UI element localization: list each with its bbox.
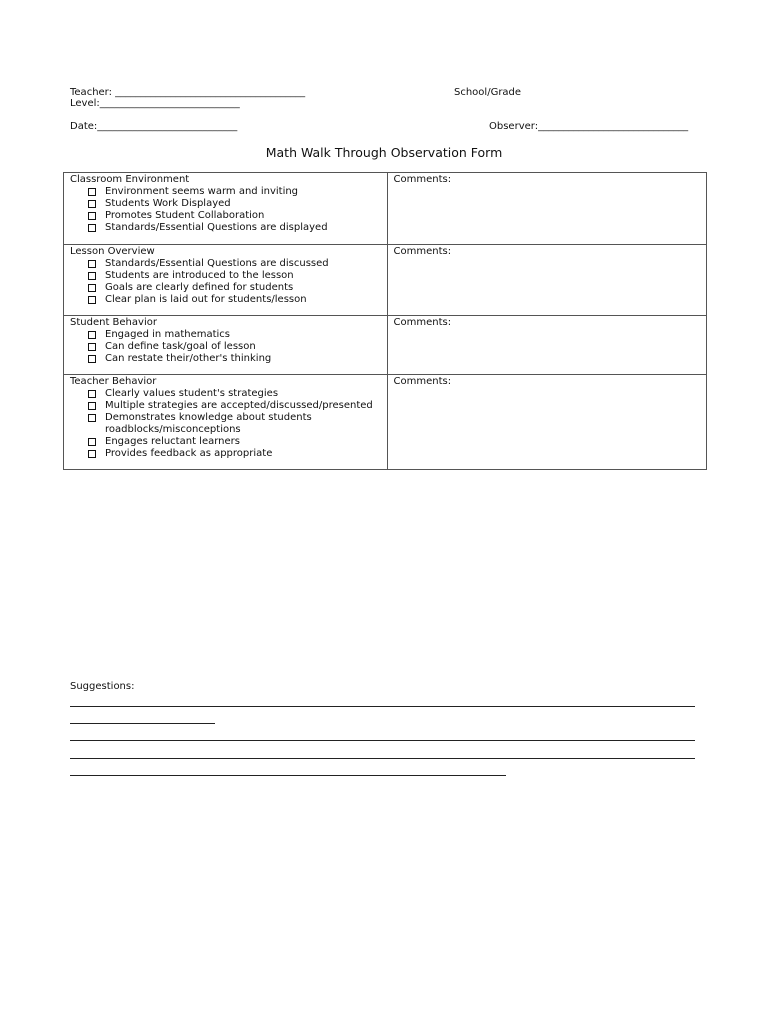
checklist (70, 186, 381, 234)
comments-cell[interactable] (387, 245, 707, 316)
checkbox[interactable] (88, 450, 96, 458)
comments-cell[interactable] (387, 173, 707, 245)
form-title: Math Walk Through Observation Form (265, 145, 503, 160)
level-field[interactable]: Level:____________________________ (70, 98, 240, 109)
checklist (70, 388, 381, 460)
teacher-field[interactable]: Teacher: ______________________________________ (70, 87, 306, 98)
section-title: Student Behavior (70, 317, 157, 328)
comments-cell[interactable] (387, 316, 707, 375)
suggestions-line[interactable] (70, 740, 695, 741)
checkbox[interactable] (88, 200, 96, 208)
checkbox[interactable] (88, 402, 96, 410)
list-item[interactable]: Standards/Essential Questions are displayed (88, 222, 381, 234)
checkbox[interactable] (88, 390, 96, 398)
table-row (64, 245, 707, 316)
observer-field[interactable]: Observer:______________________________ (489, 121, 689, 132)
list-item[interactable]: Clear plan is laid out for students/lesson (88, 294, 381, 306)
table-row (64, 375, 707, 470)
list-item[interactable]: Engages reluctant learners (88, 436, 381, 448)
checkbox[interactable] (88, 343, 96, 351)
checkbox[interactable] (88, 272, 96, 280)
section-title: Teacher Behavior (70, 376, 157, 387)
checkbox[interactable] (88, 438, 96, 446)
list-item[interactable]: Can define task/goal of lesson (88, 341, 381, 353)
school-grade-field[interactable]: School/Grade (454, 87, 522, 98)
section-classroom-environment (64, 173, 388, 245)
section-teacher-behavior (64, 375, 388, 470)
list-item[interactable]: Promotes Student Collaboration (88, 210, 381, 222)
list-item[interactable]: Provides feedback as appropriate (88, 448, 381, 460)
checkbox[interactable] (88, 355, 96, 363)
list-item[interactable]: Multiple strategies are accepted/discussed/presented (88, 400, 381, 412)
section-title: Lesson Overview (70, 246, 155, 257)
checkbox[interactable] (88, 212, 96, 220)
comments-cell[interactable] (387, 375, 707, 470)
date-field[interactable]: Date:____________________________ (70, 121, 238, 132)
checklist (70, 329, 381, 365)
checkbox[interactable] (88, 224, 96, 232)
checkbox[interactable] (88, 188, 96, 196)
list-item[interactable]: Environment seems warm and inviting (88, 186, 381, 198)
comments-label: Comments: (393, 174, 452, 185)
checkbox[interactable] (88, 284, 96, 292)
suggestions-line[interactable] (70, 706, 695, 707)
comments-label: Comments: (393, 376, 452, 387)
list-item[interactable]: Clearly values student's strategies (88, 388, 381, 400)
table-row (64, 173, 707, 245)
section-title: Classroom Environment (70, 174, 190, 185)
comments-label: Comments: (393, 317, 452, 328)
suggestions-line[interactable] (70, 775, 506, 776)
checkbox[interactable] (88, 296, 96, 304)
suggestions-line[interactable] (70, 723, 215, 724)
checklist (70, 258, 381, 306)
observation-table (63, 172, 707, 470)
list-item[interactable]: Standards/Essential Questions are discussed (88, 258, 381, 270)
suggestions-label: Suggestions: (70, 681, 135, 692)
section-lesson-overview (64, 245, 388, 316)
list-item[interactable]: Can restate their/other's thinking (88, 353, 381, 365)
checkbox[interactable] (88, 260, 96, 268)
list-item[interactable]: Demonstrates knowledge about students roadblocks/misconceptions (88, 412, 381, 436)
list-item[interactable]: Students Work Displayed (88, 198, 381, 210)
list-item[interactable]: Engaged in mathematics (88, 329, 381, 341)
list-item[interactable]: Students are introduced to the lesson (88, 270, 381, 282)
table-row (64, 316, 707, 375)
suggestions-line[interactable] (70, 758, 695, 759)
list-item[interactable]: Goals are clearly defined for students (88, 282, 381, 294)
section-student-behavior (64, 316, 388, 375)
checkbox[interactable] (88, 331, 96, 339)
checkbox[interactable] (88, 414, 96, 422)
comments-label: Comments: (393, 246, 452, 257)
